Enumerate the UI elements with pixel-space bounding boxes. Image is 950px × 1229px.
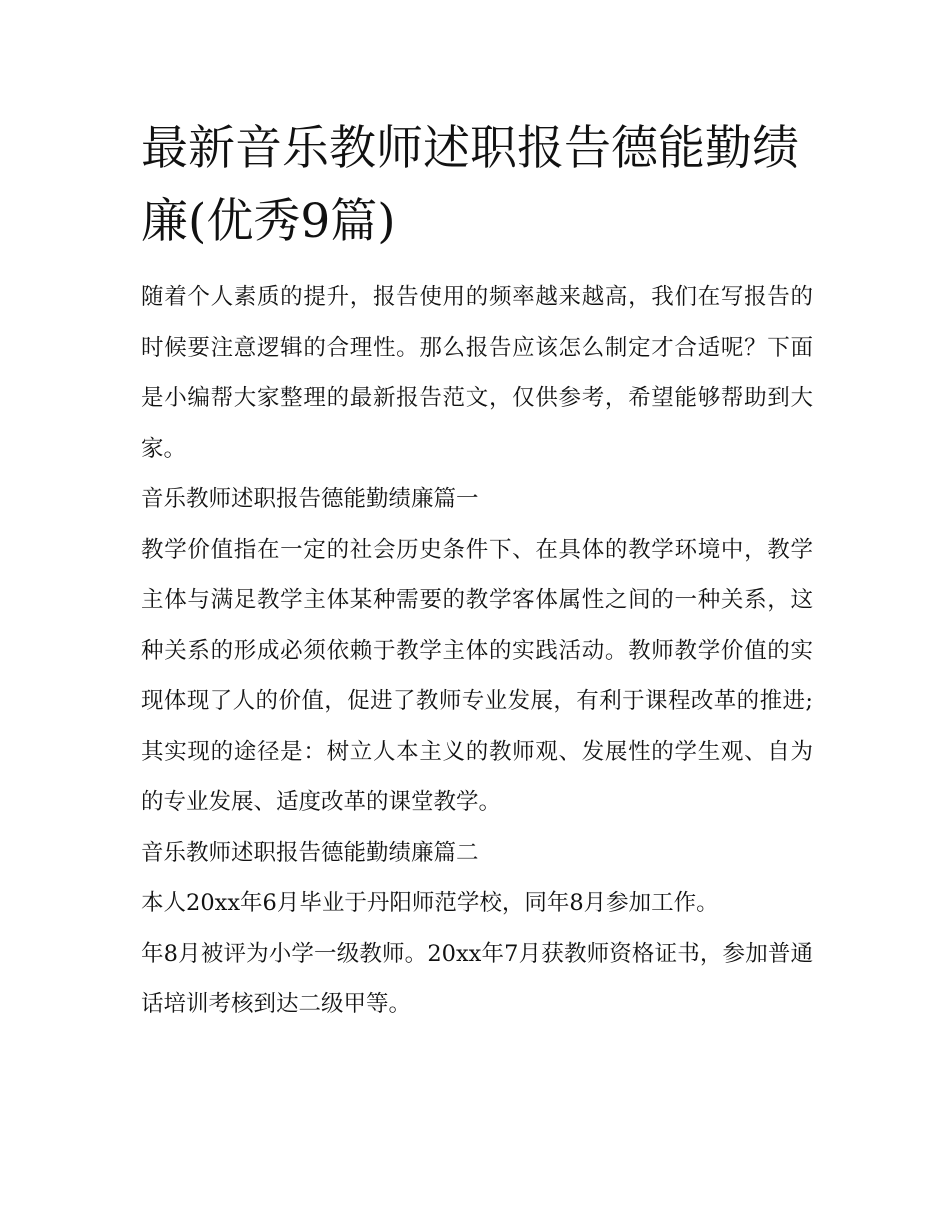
- section-heading-2: 音乐教师述职报告德能勤绩廉篇二: [141, 839, 479, 866]
- document-title: 最新音乐教师述职报告德能勤绩廉(优秀9篇): [141, 121, 799, 249]
- section-2-paragraph-2: 年8月被评为小学一级教师。20xx年7月获教师资格证书，参加普通话培训考核到达二级甲等。: [141, 940, 813, 1017]
- intro-paragraph: 随着个人素质的提升，报告使用的频率越来越高，我们在写报告的时候要注意逻辑的合理性。那么报告应该怎么制定才合适呢？下面是小编帮大家整理的最新报告范文，仅供参考，希望能够帮助到大家。: [141, 284, 813, 462]
- section-1-paragraph-1: 教学价值指在一定的社会历史条件下、在具体的教学环境中，教学主体与满足教学主体某种需要的教学客体属性之间的一种关系，这种关系的形成必须依赖于教学主体的实践活动。教师教学价值的实现体现了人的价值，促进了教师专业发展，有利于课程改革的推进;其实现的途径是：树立人本主义的教师观、发展性的学生观、自为的专业发展、适度改革的课堂教学。: [141, 536, 813, 815]
- section-2-paragraph-1: 本人20xx年6月毕业于丹阳师范学校，同年8月参加工作。: [141, 890, 719, 916]
- document-page: [141, 112, 813, 1030]
- section-heading-1: 音乐教师述职报告德能勤绩廉篇一: [141, 486, 479, 512]
